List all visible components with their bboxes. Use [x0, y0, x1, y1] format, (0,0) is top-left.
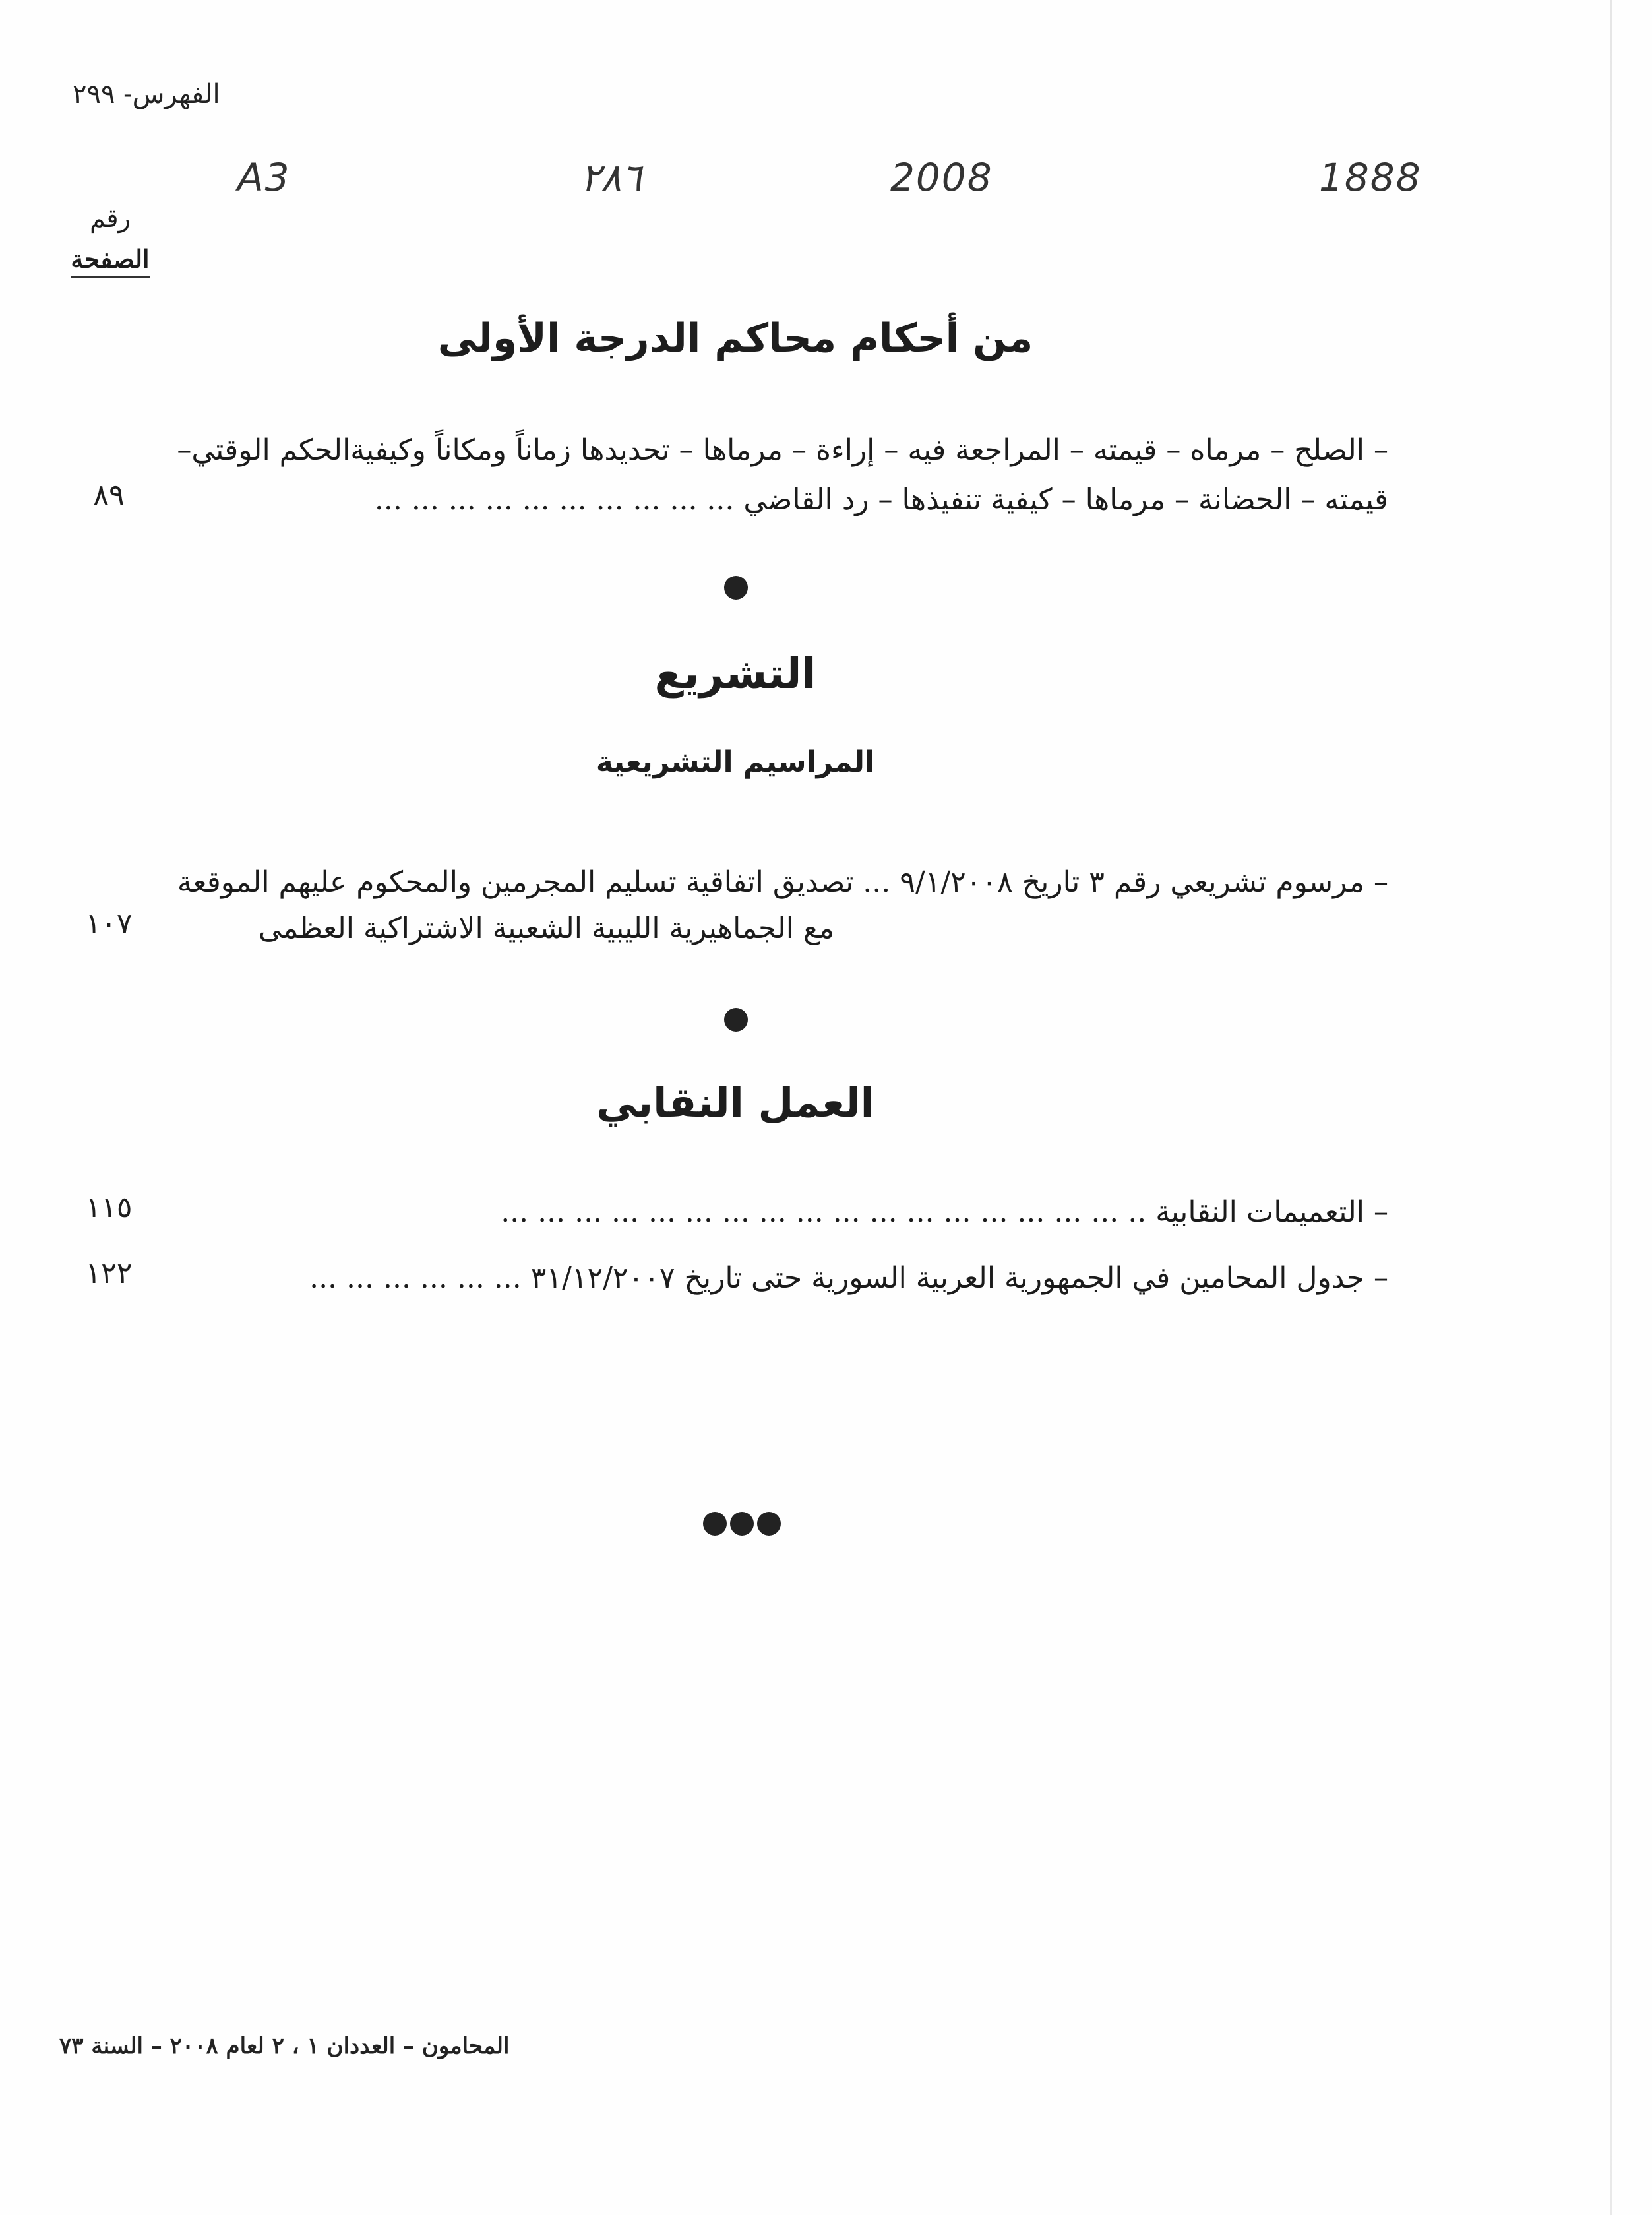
handwritten-note-3: 2008 [890, 155, 993, 200]
union-section-title: العمل النقابي [596, 1078, 874, 1127]
legislation-section-title: التشريع [654, 650, 816, 699]
handwritten-note-2: ٢٨٦ [580, 155, 642, 200]
end-dot-3 [757, 1512, 781, 1536]
end-dot-1 [703, 1512, 727, 1536]
circulars-entry: – التعميمات النقابية .. ... ... ... ... ... ... ... ... ... ... ... ... ... ... ... ... ... [501, 1195, 1388, 1229]
section-divider-dot [724, 1008, 748, 1032]
column-title: رقم [90, 204, 131, 233]
column-subtitle: الصفحة [71, 244, 149, 278]
journal-footer: المحامون – العددان ١ ، ٢ لعام ٢٠٠٨ – السنة ٧٣ [59, 2033, 510, 2059]
decrees-subtitle: المراسيم التشريعية [596, 745, 875, 779]
lawyers-table-entry: – جدول المحامين في الجمهورية العربية السورية حتى تاريخ ٣١/١٢/٢٠٠٧ ... ... ... ... ... ... [309, 1261, 1388, 1295]
section-divider-dot [724, 576, 748, 600]
decree-entry-page: ١٠٧ [85, 907, 133, 941]
handwritten-note-4: 1888 [1319, 155, 1422, 200]
index-page-label: الفهرس- ٢٩٩ [73, 79, 220, 109]
scan-edge-shadow [1610, 0, 1612, 2215]
courts-entry-line-1: – الصلح – مرماه – قيمته – المراجعة فيه – إراءة – مرماها – تحديدها زماناً ومكاناً وكيفيةالحكم الوقتي– [177, 433, 1388, 467]
handwritten-note-1: A3 [237, 155, 291, 200]
courts-section-title: من أحكام محاكم الدرجة الأولى [437, 315, 1033, 361]
circulars-entry-page: ١١٥ [85, 1191, 133, 1224]
page-number-column-header [61, 198, 160, 280]
courts-entry-line-2: قيمته – الحضانة – مرماها – كيفية تنفيذها – رد القاضي ... ... ... ... ... ... ... ... ... ... [374, 483, 1388, 516]
decree-entry-line-2: مع الجماهيرية الليبية الشعبية الاشتراكية العظمى [258, 912, 834, 945]
end-dot-2 [730, 1512, 754, 1536]
decree-entry-line-1: – مرسوم تشريعي رقم ٣ تاريخ ٩/١/٢٠٠٨ ... تصديق اتفاقية تسليم المجرمين والمحكوم عليهم الموقعة [177, 865, 1388, 899]
courts-entry-page: ٨٩ [93, 478, 125, 512]
lawyers-table-entry-page: ١٢٢ [85, 1257, 133, 1290]
